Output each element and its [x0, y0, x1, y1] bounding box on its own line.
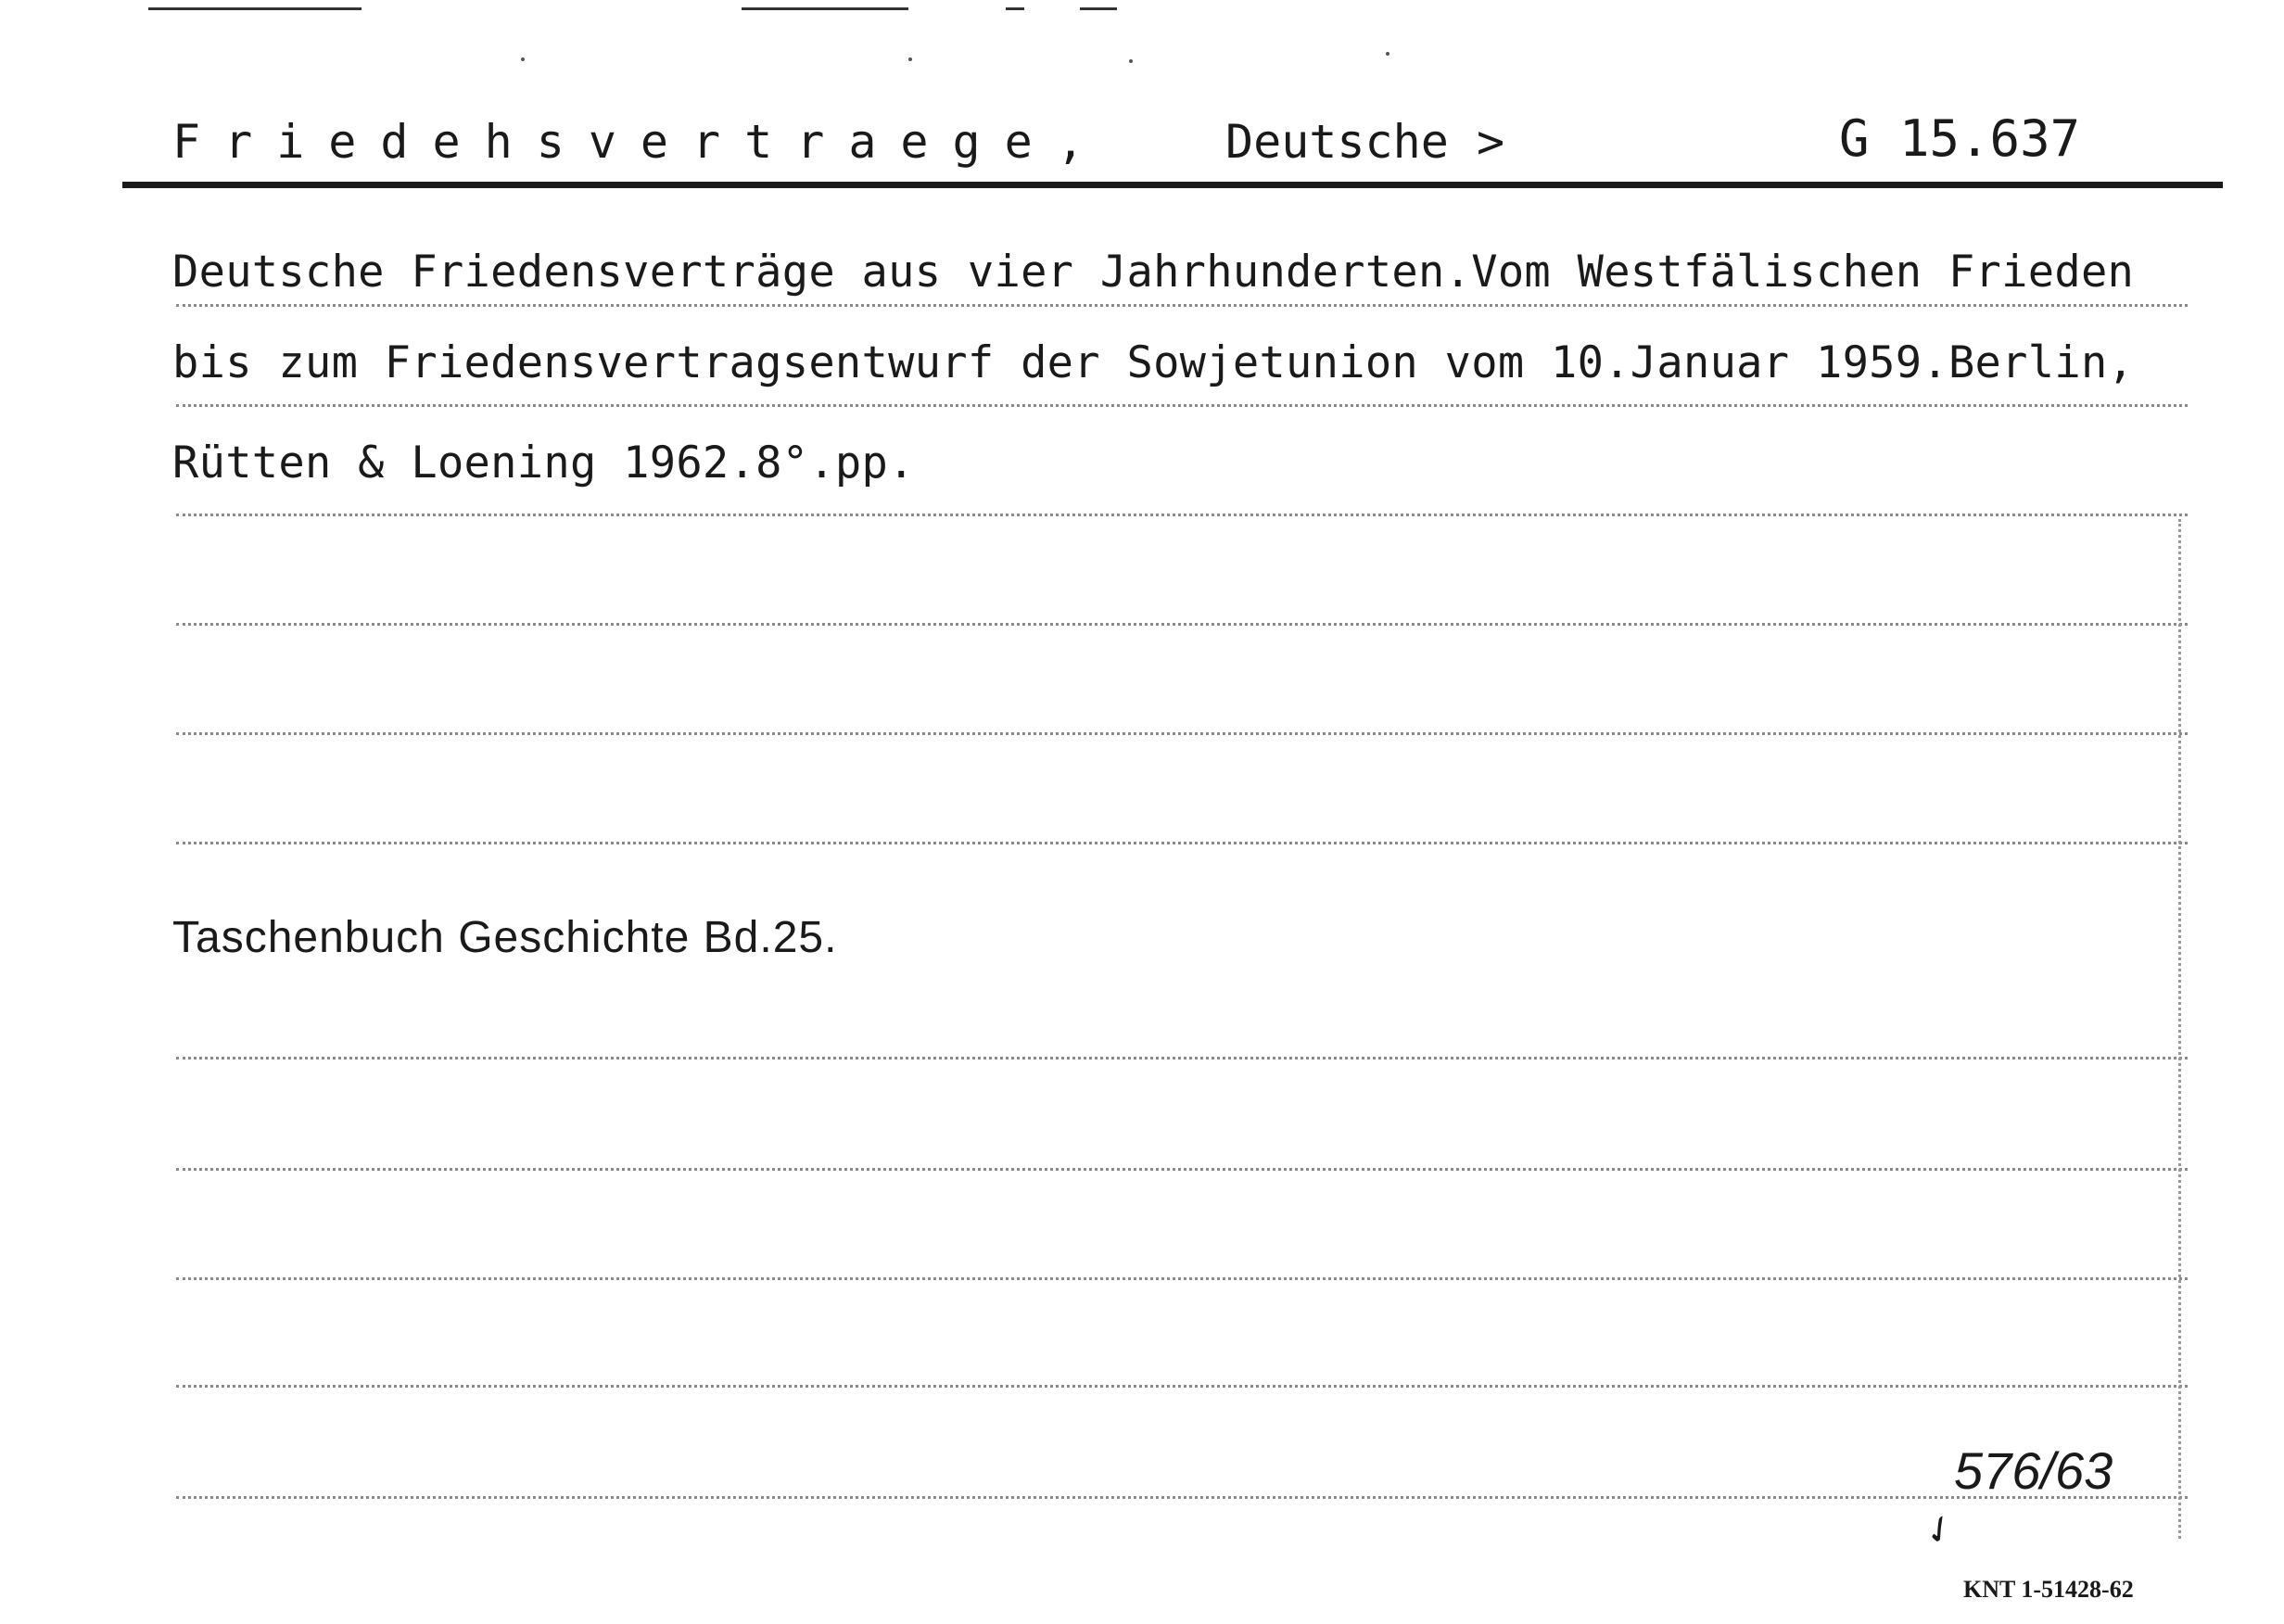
- call-number: G 15.637: [1839, 109, 2081, 168]
- top-edge-rule: [742, 7, 908, 10]
- guide-line: [176, 732, 2188, 735]
- right-margin-line: [2178, 519, 2181, 1539]
- guide-line: [176, 1057, 2188, 1059]
- check-mark: ✓: [1916, 1504, 1964, 1556]
- guide-line: [176, 514, 2188, 516]
- guide-line: [176, 304, 2188, 307]
- guide-line: [176, 1168, 2188, 1171]
- printer-code: KNT 1-51428-62: [1963, 1576, 2134, 1603]
- heading-term: Friedehsvertraege,: [172, 115, 1109, 169]
- guide-line: [176, 404, 2188, 407]
- guide-line: [176, 1496, 2188, 1499]
- entry-line-2: bis zum Friedensvertragsentwurf der Sowjetunion vom 10.Januar 1959.Berlin,: [172, 337, 2135, 388]
- heading-subterm: [1225, 115, 1505, 169]
- heading-subterm-text: Deutsche: [1225, 115, 1449, 169]
- heading-rule: [122, 182, 2223, 188]
- top-edge-rule: [1006, 7, 1024, 10]
- guide-line: [176, 623, 2188, 626]
- series-statement: Taschenbuch Geschichte Bd.25.: [172, 913, 838, 962]
- top-edge-rule: [1080, 7, 1117, 10]
- guide-line: [176, 1385, 2188, 1388]
- speck: [1129, 59, 1133, 63]
- entry-line-3: Rütten & Loening 1962.8°.pp.: [172, 438, 915, 488]
- top-edge-rule: [148, 7, 362, 10]
- accession-number: 576/63: [1954, 1441, 2113, 1500]
- speck: [521, 57, 525, 61]
- heading-subterm-mark: >: [1476, 115, 1505, 169]
- entry-line-1: Deutsche Friedensverträge aus vier Jahrhunderten.Vom Westfälischen Frieden: [172, 247, 2135, 298]
- speck: [1386, 52, 1389, 56]
- speck: [908, 57, 912, 61]
- guide-line: [176, 842, 2188, 844]
- guide-line: [176, 1277, 2188, 1280]
